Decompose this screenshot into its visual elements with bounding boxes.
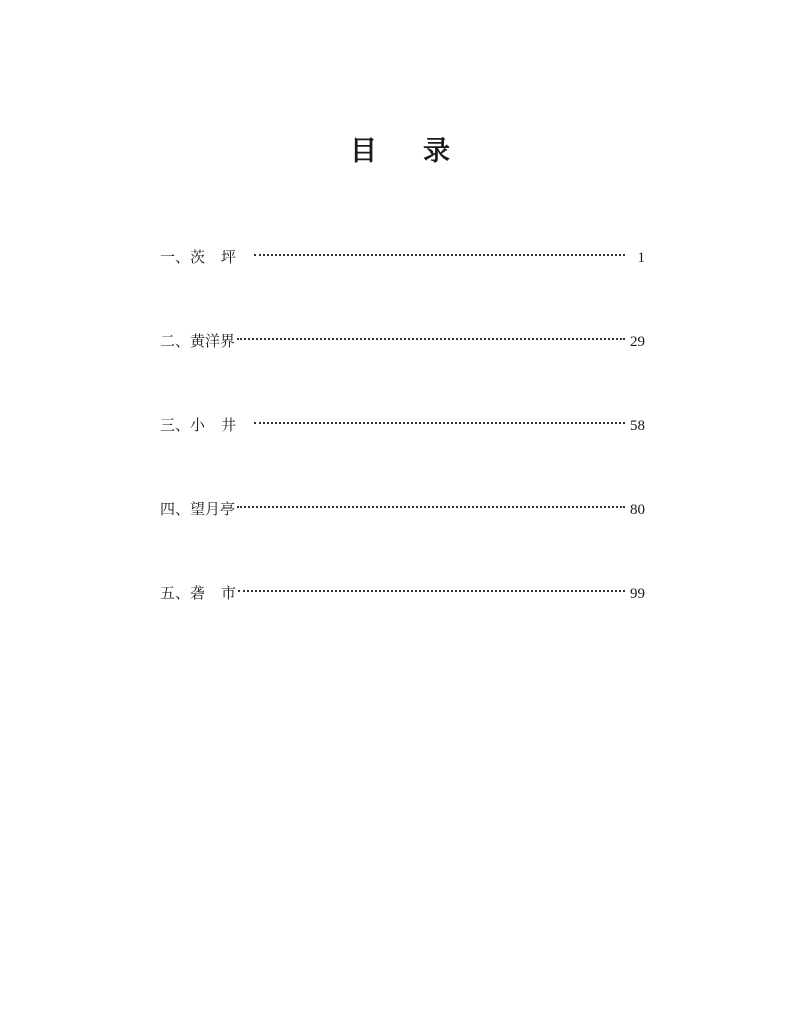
toc-entry[interactable] (160, 492, 645, 518)
toc-entry-number: 二、 (160, 332, 191, 350)
toc-entry[interactable] (160, 240, 645, 266)
dot-leader (237, 492, 625, 514)
toc-entry-page-number: 1 (637, 250, 645, 266)
dot-leader (237, 324, 625, 346)
table-of-contents (160, 240, 645, 660)
toc-entry-title-char: 井 (221, 416, 237, 434)
page-title (0, 134, 800, 170)
toc-entry-title: 望月亭 (190, 500, 236, 518)
toc-entry-title-char: 市 (221, 584, 237, 602)
dot-leader (254, 240, 625, 262)
toc-entry-page-number: 58 (630, 418, 645, 434)
dot-leader (254, 408, 625, 430)
toc-entry[interactable] (160, 324, 645, 350)
toc-entry-title-char: 小 (190, 416, 206, 434)
toc-entry-page-number: 99 (630, 586, 645, 602)
toc-entry[interactable] (160, 576, 645, 602)
toc-entry-title: 黄洋界 (190, 332, 236, 350)
toc-entry-title-char: 砻 (190, 584, 206, 602)
title-char-1: 目 (350, 136, 377, 167)
toc-entry-page-number: 29 (630, 334, 645, 350)
toc-entry-number: 四、 (160, 500, 191, 518)
toc-entry-title-char: 茨 (190, 248, 206, 266)
toc-entry-title-char: 坪 (221, 248, 237, 266)
title-char-2: 录 (423, 136, 450, 167)
toc-entry[interactable] (160, 408, 645, 434)
dot-leader (238, 576, 625, 598)
toc-entry-number: 一、 (160, 248, 191, 266)
toc-entry-page-number: 80 (630, 502, 645, 518)
toc-entry-number: 三、 (160, 416, 191, 434)
toc-entry-number: 五、 (160, 584, 191, 602)
